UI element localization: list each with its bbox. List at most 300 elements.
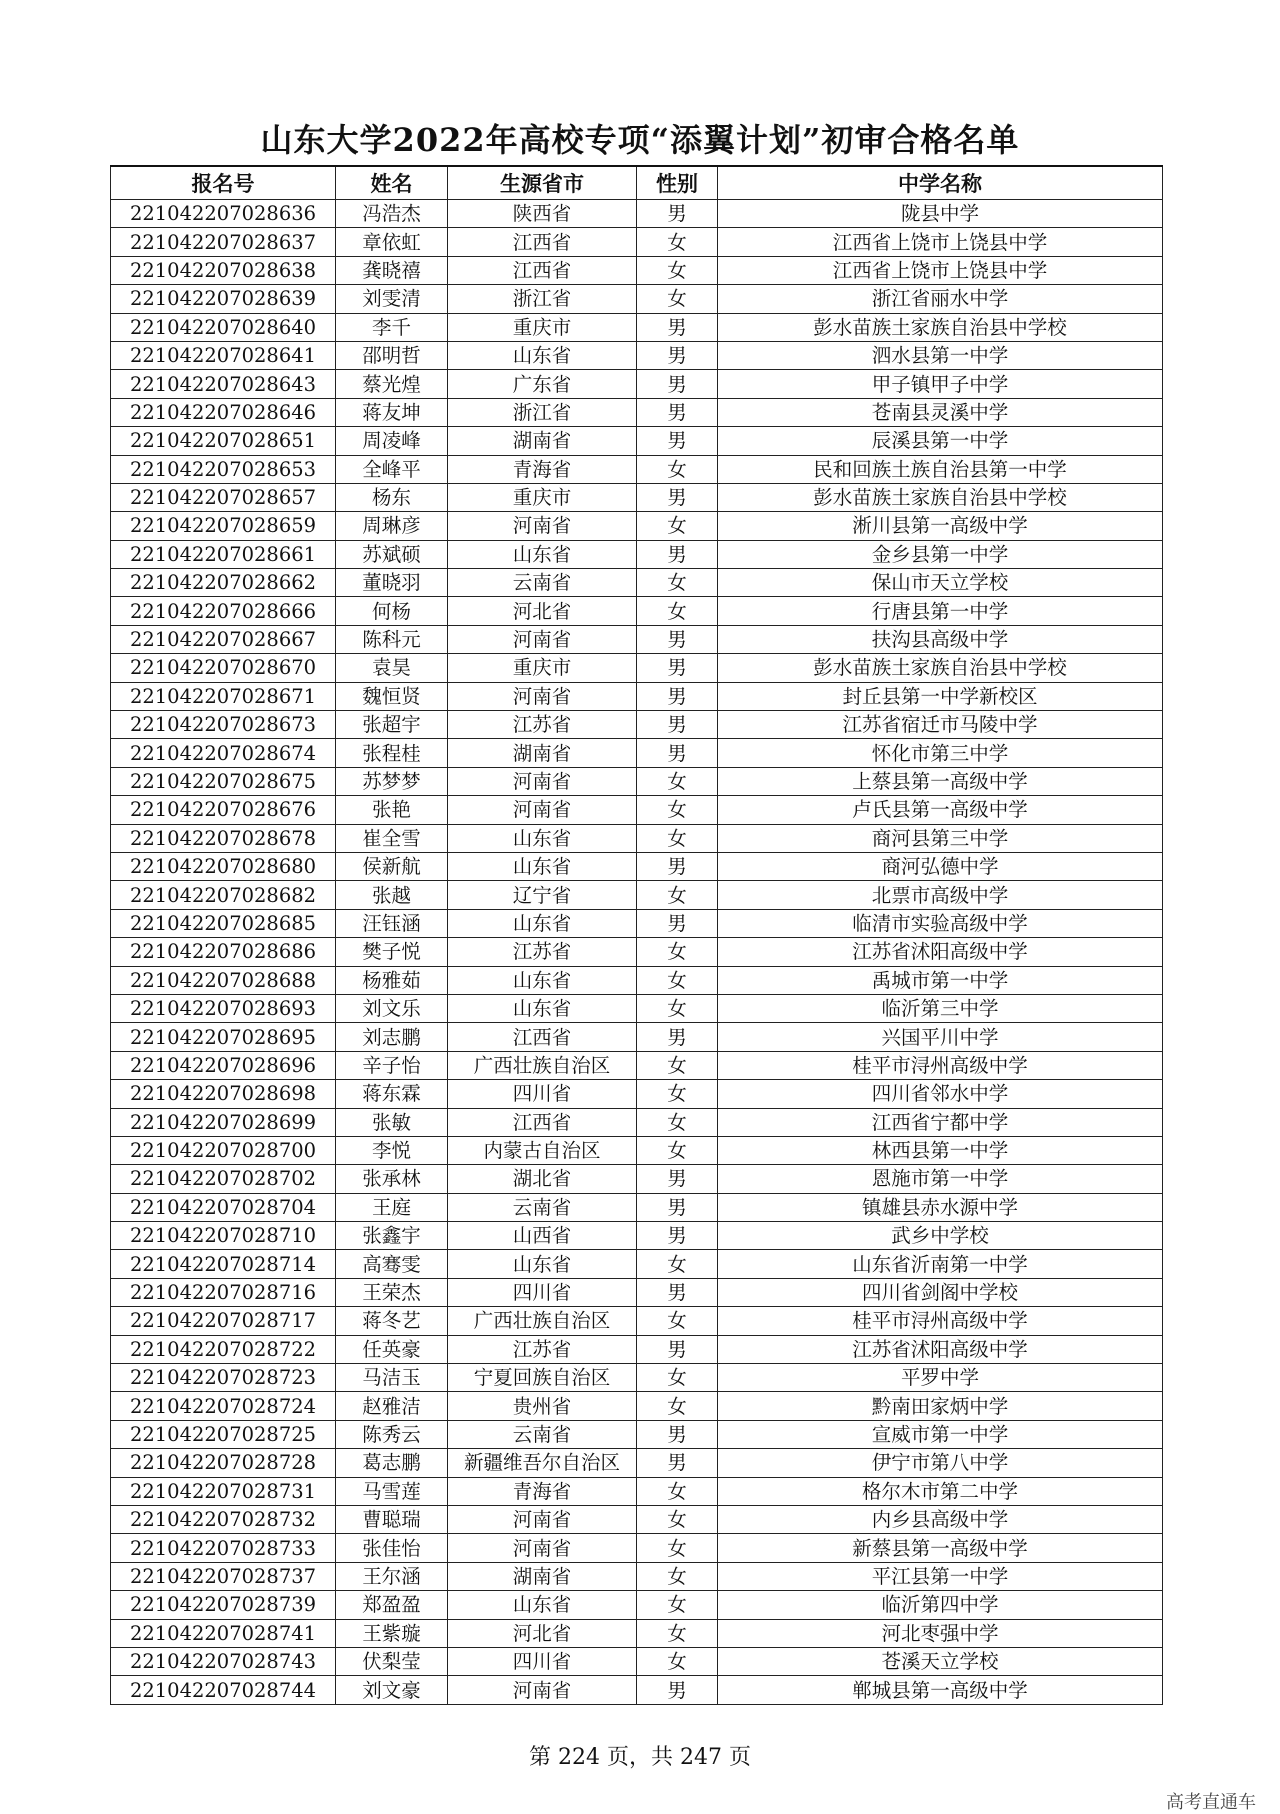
school-cell: 保山市天立学校 — [718, 569, 1163, 597]
school-cell: 临沂第四中学 — [718, 1591, 1163, 1619]
province-cell: 四川省 — [448, 1278, 637, 1306]
school-cell: 平江县第一中学 — [718, 1562, 1163, 1590]
name-cell: 侯新航 — [336, 852, 448, 880]
province-cell: 湖北省 — [448, 1165, 637, 1193]
school-cell: 苍南县灵溪中学 — [718, 398, 1163, 426]
column-header-registration-no: 报名号 — [111, 166, 336, 200]
province-cell: 江西省 — [448, 1023, 637, 1051]
table-row — [111, 1108, 1163, 1136]
province-cell: 云南省 — [448, 1193, 637, 1221]
watermark: 高考直通车 — [1166, 1792, 1256, 1813]
name-cell: 李悦 — [336, 1136, 448, 1164]
gender-cell: 女 — [637, 994, 718, 1022]
school-cell: 怀化市第三中学 — [718, 739, 1163, 767]
table-row — [111, 682, 1163, 710]
table-row — [111, 994, 1163, 1022]
name-cell: 魏恒贤 — [336, 682, 448, 710]
gender-cell: 女 — [637, 1534, 718, 1562]
school-cell: 扶沟县高级中学 — [718, 625, 1163, 653]
table-row — [111, 256, 1163, 284]
school-cell: 临清市实验高级中学 — [718, 909, 1163, 937]
name-cell: 张超宇 — [336, 711, 448, 739]
name-cell: 张佳怡 — [336, 1534, 448, 1562]
gender-cell: 女 — [637, 1364, 718, 1392]
name-cell: 王荣杰 — [336, 1278, 448, 1306]
table-header-row — [111, 166, 1163, 200]
table-row — [111, 597, 1163, 625]
province-cell: 山东省 — [448, 1250, 637, 1278]
province-cell: 广西壮族自治区 — [448, 1307, 637, 1335]
table-row — [111, 1023, 1163, 1051]
gender-cell: 男 — [637, 625, 718, 653]
gender-cell: 男 — [637, 398, 718, 426]
name-cell: 王尔涵 — [336, 1562, 448, 1590]
table-row — [111, 1647, 1163, 1675]
registration-no-cell: 221042207028693 — [111, 994, 336, 1022]
school-cell: 泗水县第一中学 — [718, 341, 1163, 369]
name-cell: 张程桂 — [336, 739, 448, 767]
registration-no-cell: 221042207028723 — [111, 1364, 336, 1392]
gender-cell: 女 — [637, 512, 718, 540]
gender-cell: 男 — [637, 1335, 718, 1363]
name-cell: 任英豪 — [336, 1335, 448, 1363]
province-cell: 湖南省 — [448, 739, 637, 767]
province-cell: 浙江省 — [448, 398, 637, 426]
registration-no-cell: 221042207028639 — [111, 285, 336, 313]
province-cell: 广东省 — [448, 370, 637, 398]
name-cell: 曹聪瑞 — [336, 1505, 448, 1533]
registration-no-cell: 221042207028722 — [111, 1335, 336, 1363]
registration-no-cell: 221042207028743 — [111, 1647, 336, 1675]
gender-cell: 男 — [637, 370, 718, 398]
table-row — [111, 1505, 1163, 1533]
name-cell: 何杨 — [336, 597, 448, 625]
gender-cell: 男 — [637, 654, 718, 682]
registration-no-cell: 221042207028671 — [111, 682, 336, 710]
registration-no-cell: 221042207028651 — [111, 427, 336, 455]
registration-no-cell: 221042207028741 — [111, 1619, 336, 1647]
province-cell: 山东省 — [448, 852, 637, 880]
province-cell: 重庆市 — [448, 654, 637, 682]
name-cell: 葛志鹏 — [336, 1449, 448, 1477]
province-cell: 贵州省 — [448, 1392, 637, 1420]
table-row — [111, 1278, 1163, 1306]
province-cell: 湖南省 — [448, 427, 637, 455]
gender-cell: 男 — [637, 1420, 718, 1448]
table-row — [111, 966, 1163, 994]
school-cell: 商河县第三中学 — [718, 824, 1163, 852]
gender-cell: 男 — [637, 540, 718, 568]
gender-cell: 女 — [637, 1477, 718, 1505]
gender-cell: 女 — [637, 1080, 718, 1108]
table-row — [111, 285, 1163, 313]
registration-no-cell: 221042207028674 — [111, 739, 336, 767]
name-cell: 辛子怡 — [336, 1051, 448, 1079]
school-cell: 商河弘德中学 — [718, 852, 1163, 880]
table-row — [111, 824, 1163, 852]
gender-cell: 女 — [637, 1392, 718, 1420]
school-cell: 宣威市第一中学 — [718, 1420, 1163, 1448]
gender-cell: 女 — [637, 881, 718, 909]
province-cell: 山东省 — [448, 824, 637, 852]
province-cell: 新疆维吾尔自治区 — [448, 1449, 637, 1477]
gender-cell: 男 — [637, 313, 718, 341]
school-cell: 上蔡县第一高级中学 — [718, 767, 1163, 795]
registration-no-cell: 221042207028673 — [111, 711, 336, 739]
registration-no-cell: 221042207028732 — [111, 1505, 336, 1533]
table-row — [111, 739, 1163, 767]
gender-cell: 女 — [637, 1051, 718, 1079]
province-cell: 山西省 — [448, 1222, 637, 1250]
registration-no-cell: 221042207028686 — [111, 938, 336, 966]
province-cell: 四川省 — [448, 1080, 637, 1108]
school-cell: 江苏省沭阳高级中学 — [718, 1335, 1163, 1363]
registration-no-cell: 221042207028696 — [111, 1051, 336, 1079]
school-cell: 四川省邻水中学 — [718, 1080, 1163, 1108]
school-cell: 兴国平川中学 — [718, 1023, 1163, 1051]
table-row — [111, 569, 1163, 597]
name-cell: 董晓羽 — [336, 569, 448, 597]
registration-no-cell: 221042207028661 — [111, 540, 336, 568]
name-cell: 陈秀云 — [336, 1420, 448, 1448]
registration-no-cell: 221042207028637 — [111, 228, 336, 256]
table-row — [111, 1307, 1163, 1335]
table-row — [111, 1335, 1163, 1363]
province-cell: 河南省 — [448, 1505, 637, 1533]
name-cell: 张鑫宇 — [336, 1222, 448, 1250]
name-cell: 马洁玉 — [336, 1364, 448, 1392]
registration-no-cell: 221042207028659 — [111, 512, 336, 540]
gender-cell: 女 — [637, 569, 718, 597]
province-cell: 山东省 — [448, 909, 637, 937]
table-row — [111, 370, 1163, 398]
school-cell: 郸城县第一高级中学 — [718, 1676, 1163, 1704]
gender-cell: 女 — [637, 1250, 718, 1278]
registration-no-cell: 221042207028716 — [111, 1278, 336, 1306]
province-cell: 山东省 — [448, 540, 637, 568]
table-row — [111, 313, 1163, 341]
name-cell: 冯浩杰 — [336, 200, 448, 228]
school-cell: 黔南田家炳中学 — [718, 1392, 1163, 1420]
school-cell: 江西省宁都中学 — [718, 1108, 1163, 1136]
table-row — [111, 1392, 1163, 1420]
table-row — [111, 654, 1163, 682]
table-row — [111, 1420, 1163, 1448]
table-row — [111, 1165, 1163, 1193]
registration-no-cell: 221042207028724 — [111, 1392, 336, 1420]
page-number: 第 224 页，共 247 页 — [529, 1745, 751, 1770]
school-cell: 淅川县第一高级中学 — [718, 512, 1163, 540]
registration-no-cell: 221042207028737 — [111, 1562, 336, 1590]
registration-no-cell: 221042207028704 — [111, 1193, 336, 1221]
name-cell: 马雪莲 — [336, 1477, 448, 1505]
registration-no-cell: 221042207028640 — [111, 313, 336, 341]
gender-cell: 男 — [637, 1222, 718, 1250]
school-cell: 江西省上饶市上饶县中学 — [718, 256, 1163, 284]
school-cell: 苍溪天立学校 — [718, 1647, 1163, 1675]
registration-no-cell: 221042207028638 — [111, 256, 336, 284]
registration-no-cell: 221042207028670 — [111, 654, 336, 682]
registration-no-cell: 221042207028636 — [111, 200, 336, 228]
province-cell: 山东省 — [448, 1591, 637, 1619]
table-row — [111, 228, 1163, 256]
name-cell: 全峰平 — [336, 455, 448, 483]
school-cell: 桂平市浔州高级中学 — [718, 1307, 1163, 1335]
province-cell: 云南省 — [448, 1420, 637, 1448]
school-cell: 平罗中学 — [718, 1364, 1163, 1392]
name-cell: 袁昊 — [336, 654, 448, 682]
school-cell: 格尔木市第二中学 — [718, 1477, 1163, 1505]
registration-no-cell: 221042207028682 — [111, 881, 336, 909]
province-cell: 青海省 — [448, 1477, 637, 1505]
province-cell: 河南省 — [448, 767, 637, 795]
name-cell: 赵雅洁 — [336, 1392, 448, 1420]
name-cell: 张承林 — [336, 1165, 448, 1193]
name-cell: 龚晓禧 — [336, 256, 448, 284]
gender-cell: 女 — [637, 256, 718, 284]
province-cell: 河南省 — [448, 796, 637, 824]
table-row — [111, 1562, 1163, 1590]
gender-cell: 女 — [637, 938, 718, 966]
registration-no-cell: 221042207028653 — [111, 455, 336, 483]
column-header-province: 生源省市 — [448, 166, 637, 200]
table-row — [111, 1193, 1163, 1221]
name-cell: 崔全雪 — [336, 824, 448, 852]
gender-cell: 女 — [637, 796, 718, 824]
column-header-school: 中学名称 — [718, 166, 1163, 200]
name-cell: 苏梦梦 — [336, 767, 448, 795]
school-cell: 桂平市浔州高级中学 — [718, 1051, 1163, 1079]
registration-no-cell: 221042207028698 — [111, 1080, 336, 1108]
table-row — [111, 1676, 1163, 1704]
gender-cell: 男 — [637, 711, 718, 739]
gender-cell: 女 — [637, 1136, 718, 1164]
province-cell: 山东省 — [448, 966, 637, 994]
province-cell: 内蒙古自治区 — [448, 1136, 637, 1164]
table-row — [111, 398, 1163, 426]
registration-no-cell: 221042207028641 — [111, 341, 336, 369]
registration-no-cell: 221042207028739 — [111, 1591, 336, 1619]
registration-no-cell: 221042207028675 — [111, 767, 336, 795]
name-cell: 周凌峰 — [336, 427, 448, 455]
province-cell: 江苏省 — [448, 938, 637, 966]
province-cell: 江苏省 — [448, 1335, 637, 1363]
school-cell: 甲子镇甲子中学 — [718, 370, 1163, 398]
table-row — [111, 1619, 1163, 1647]
province-cell: 重庆市 — [448, 313, 637, 341]
school-cell: 伊宁市第八中学 — [718, 1449, 1163, 1477]
registration-no-cell: 221042207028666 — [111, 597, 336, 625]
school-cell: 彭水苗族土家族自治县中学校 — [718, 483, 1163, 511]
table-row — [111, 1534, 1163, 1562]
gender-cell: 男 — [637, 427, 718, 455]
registration-no-cell: 221042207028676 — [111, 796, 336, 824]
gender-cell: 女 — [637, 1562, 718, 1590]
gender-cell: 男 — [637, 909, 718, 937]
name-cell: 蒋冬艺 — [336, 1307, 448, 1335]
province-cell: 河北省 — [448, 597, 637, 625]
table-body — [111, 200, 1163, 1705]
table-row — [111, 796, 1163, 824]
province-cell: 江西省 — [448, 228, 637, 256]
name-cell: 张敏 — [336, 1108, 448, 1136]
table-row — [111, 540, 1163, 568]
school-cell: 陇县中学 — [718, 200, 1163, 228]
registration-no-cell: 221042207028688 — [111, 966, 336, 994]
gender-cell: 男 — [637, 1165, 718, 1193]
table-row — [111, 881, 1163, 909]
province-cell: 河南省 — [448, 1676, 637, 1704]
column-header-name: 姓名 — [336, 166, 448, 200]
name-cell: 杨雅茹 — [336, 966, 448, 994]
province-cell: 云南省 — [448, 569, 637, 597]
school-cell: 民和回族土族自治县第一中学 — [718, 455, 1163, 483]
school-cell: 封丘县第一中学新校区 — [718, 682, 1163, 710]
school-cell: 山东省沂南第一中学 — [718, 1250, 1163, 1278]
province-cell: 青海省 — [448, 455, 637, 483]
school-cell: 临沂第三中学 — [718, 994, 1163, 1022]
province-cell: 湖南省 — [448, 1562, 637, 1590]
school-cell: 彭水苗族土家族自治县中学校 — [718, 654, 1163, 682]
school-cell: 北票市高级中学 — [718, 881, 1163, 909]
name-cell: 张艳 — [336, 796, 448, 824]
registration-no-cell: 221042207028646 — [111, 398, 336, 426]
gender-cell: 女 — [637, 1307, 718, 1335]
gender-cell: 男 — [637, 1193, 718, 1221]
name-cell: 蔡光煌 — [336, 370, 448, 398]
gender-cell: 男 — [637, 1676, 718, 1704]
name-cell: 王紫璇 — [336, 1619, 448, 1647]
registration-no-cell: 221042207028680 — [111, 852, 336, 880]
registration-no-cell: 221042207028643 — [111, 370, 336, 398]
registration-no-cell: 221042207028714 — [111, 1250, 336, 1278]
school-cell: 卢氏县第一高级中学 — [718, 796, 1163, 824]
name-cell: 刘志鹏 — [336, 1023, 448, 1051]
table-row — [111, 1051, 1163, 1079]
province-cell: 河南省 — [448, 512, 637, 540]
gender-cell: 男 — [637, 200, 718, 228]
table-row — [111, 938, 1163, 966]
province-cell: 陕西省 — [448, 200, 637, 228]
school-cell: 行唐县第一中学 — [718, 597, 1163, 625]
registration-no-cell: 221042207028733 — [111, 1534, 336, 1562]
gender-cell: 女 — [637, 228, 718, 256]
school-cell: 内乡县高级中学 — [718, 1505, 1163, 1533]
table-row — [111, 767, 1163, 795]
name-cell: 蒋友坤 — [336, 398, 448, 426]
school-cell: 浙江省丽水中学 — [718, 285, 1163, 313]
name-cell: 周琳彦 — [336, 512, 448, 540]
applicant-table — [110, 165, 1163, 1705]
province-cell: 江西省 — [448, 1108, 637, 1136]
registration-no-cell: 221042207028710 — [111, 1222, 336, 1250]
table-row — [111, 1222, 1163, 1250]
registration-no-cell: 221042207028702 — [111, 1165, 336, 1193]
column-header-gender: 性别 — [637, 166, 718, 200]
table-row — [111, 1449, 1163, 1477]
school-cell: 恩施市第一中学 — [718, 1165, 1163, 1193]
gender-cell: 女 — [637, 1505, 718, 1533]
table-row — [111, 625, 1163, 653]
table-row — [111, 1250, 1163, 1278]
name-cell: 汪钰涵 — [336, 909, 448, 937]
name-cell: 蒋东霖 — [336, 1080, 448, 1108]
name-cell: 苏斌硕 — [336, 540, 448, 568]
gender-cell: 男 — [637, 682, 718, 710]
gender-cell: 女 — [637, 1647, 718, 1675]
school-cell: 四川省剑阁中学校 — [718, 1278, 1163, 1306]
gender-cell: 男 — [637, 852, 718, 880]
table-row — [111, 909, 1163, 937]
gender-cell: 女 — [637, 455, 718, 483]
table-row — [111, 512, 1163, 540]
table-row — [111, 341, 1163, 369]
school-cell: 林西县第一中学 — [718, 1136, 1163, 1164]
gender-cell: 女 — [637, 1591, 718, 1619]
registration-no-cell: 221042207028728 — [111, 1449, 336, 1477]
name-cell: 伏梨莹 — [336, 1647, 448, 1675]
province-cell: 山东省 — [448, 994, 637, 1022]
gender-cell: 女 — [637, 966, 718, 994]
school-cell: 彭水苗族土家族自治县中学校 — [718, 313, 1163, 341]
table-row — [111, 1591, 1163, 1619]
province-cell: 河北省 — [448, 1619, 637, 1647]
registration-no-cell: 221042207028657 — [111, 483, 336, 511]
registration-no-cell: 221042207028717 — [111, 1307, 336, 1335]
table-row — [111, 1477, 1163, 1505]
name-cell: 邵明哲 — [336, 341, 448, 369]
name-cell: 刘文乐 — [336, 994, 448, 1022]
table-row — [111, 1080, 1163, 1108]
registration-no-cell: 221042207028662 — [111, 569, 336, 597]
name-cell: 李千 — [336, 313, 448, 341]
name-cell: 王庭 — [336, 1193, 448, 1221]
table-row — [111, 455, 1163, 483]
province-cell: 重庆市 — [448, 483, 637, 511]
school-cell: 江西省上饶市上饶县中学 — [718, 228, 1163, 256]
registration-no-cell: 221042207028685 — [111, 909, 336, 937]
gender-cell: 男 — [637, 1278, 718, 1306]
province-cell: 宁夏回族自治区 — [448, 1364, 637, 1392]
school-cell: 江苏省沭阳高级中学 — [718, 938, 1163, 966]
registration-no-cell: 221042207028731 — [111, 1477, 336, 1505]
table-row — [111, 711, 1163, 739]
table-row — [111, 1136, 1163, 1164]
province-cell: 河南省 — [448, 625, 637, 653]
registration-no-cell: 221042207028700 — [111, 1136, 336, 1164]
school-cell: 镇雄县赤水源中学 — [718, 1193, 1163, 1221]
name-cell: 刘雯清 — [336, 285, 448, 313]
gender-cell: 女 — [637, 767, 718, 795]
table-row — [111, 852, 1163, 880]
name-cell: 张越 — [336, 881, 448, 909]
gender-cell: 女 — [637, 285, 718, 313]
school-cell: 武乡中学校 — [718, 1222, 1163, 1250]
gender-cell: 男 — [637, 483, 718, 511]
registration-no-cell: 221042207028667 — [111, 625, 336, 653]
name-cell: 刘文豪 — [336, 1676, 448, 1704]
province-cell: 河南省 — [448, 1534, 637, 1562]
province-cell: 辽宁省 — [448, 881, 637, 909]
table-row — [111, 200, 1163, 228]
name-cell: 郑盈盈 — [336, 1591, 448, 1619]
school-cell: 江苏省宿迁市马陵中学 — [718, 711, 1163, 739]
school-cell: 辰溪县第一中学 — [718, 427, 1163, 455]
province-cell: 山东省 — [448, 341, 637, 369]
province-cell: 四川省 — [448, 1647, 637, 1675]
gender-cell: 男 — [637, 1449, 718, 1477]
school-cell: 河北枣强中学 — [718, 1619, 1163, 1647]
